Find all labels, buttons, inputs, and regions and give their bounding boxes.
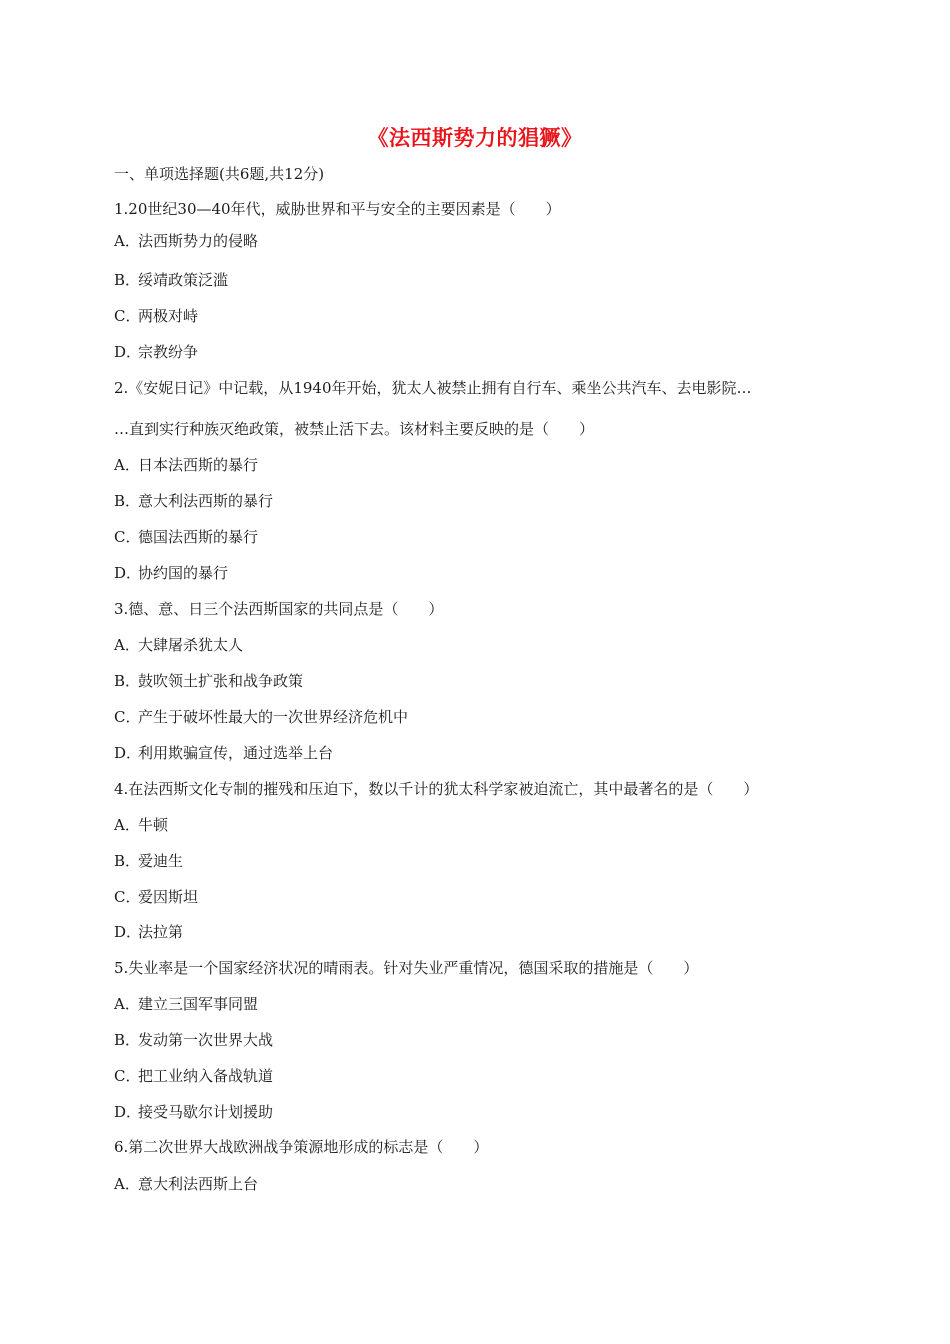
option-letter: A．	[114, 636, 140, 654]
option-letter: A．	[114, 1175, 140, 1193]
question-4-option-d[interactable]	[114, 922, 183, 942]
question-6-stem: 6.第二次世界大战欧洲战争策源地形成的标志是（ ）	[114, 1138, 489, 1156]
option-text: 法拉第	[138, 923, 184, 941]
question-2-option-c[interactable]	[114, 527, 258, 547]
document-title: 《法西斯势力的猖獗》	[367, 125, 583, 150]
option-text: 发动第一次世界大战	[138, 1031, 274, 1049]
option-letter: B．	[114, 852, 141, 870]
option-letter: A．	[114, 456, 140, 474]
option-text: 爱因斯坦	[138, 888, 199, 906]
option-text: 利用欺骗宣传，通过选举上台	[138, 744, 334, 762]
option-text: 建立三国军事同盟	[138, 995, 259, 1013]
question-1-option-c[interactable]	[114, 306, 198, 326]
option-text: 日本法西斯的暴行	[138, 456, 259, 474]
option-letter: C．	[114, 528, 141, 546]
question-6-option-a[interactable]	[114, 1174, 258, 1194]
option-text: 协约国的暴行	[138, 564, 229, 582]
option-letter: B．	[114, 271, 141, 289]
question-2-option-d[interactable]	[114, 563, 228, 583]
question-4-stem: 4.在法西斯文化专制的摧残和压迫下，数以千计的犹太科学家被迫流亡，其中最著名的是（ ）	[114, 780, 759, 798]
question-3-option-d[interactable]	[114, 743, 333, 763]
question-3-option-c[interactable]	[114, 707, 408, 727]
option-text: 意大利法西斯上台	[138, 1175, 259, 1193]
option-text: 产生于破坏性最大的一次世界经济危机中	[138, 708, 409, 726]
option-text: 意大利法西斯的暴行	[138, 492, 274, 510]
question-5-stem: 5.失业率是一个国家经济状况的晴雨表。针对失业严重情况，德国采取的措施是（ ）	[114, 959, 699, 977]
question-4-option-a[interactable]	[114, 815, 168, 835]
option-letter: B．	[114, 1031, 141, 1049]
question-2-option-b[interactable]	[114, 491, 273, 511]
option-letter: B．	[114, 492, 141, 510]
question-1-stem: 1.20世纪30—40年代，威胁世界和平与安全的主要因素是（ ）	[114, 200, 561, 218]
option-text: 鼓吹领土扩张和战争政策	[138, 672, 304, 690]
option-letter: C．	[114, 1067, 141, 1085]
option-text: 接受马歇尔计划援助	[138, 1103, 274, 1121]
question-5-option-b[interactable]	[114, 1030, 273, 1050]
option-letter: D．	[114, 564, 142, 582]
option-letter: A．	[114, 995, 140, 1013]
option-text: 绥靖政策泛滥	[138, 271, 229, 289]
question-1-option-a[interactable]	[114, 231, 258, 251]
option-text: 牛顿	[138, 816, 169, 834]
question-5-option-c[interactable]	[114, 1066, 273, 1086]
option-letter: B．	[114, 672, 141, 690]
option-text: 宗教纷争	[138, 343, 199, 361]
question-2-stem: 2.《安妮日记》中记载，从1940年开始，犹太人被禁止拥有自行车、乘坐公共汽车、去电影院…	[114, 379, 752, 397]
question-5-option-a[interactable]	[114, 994, 258, 1014]
option-letter: C．	[114, 888, 141, 906]
question-3-stem: 3.德、意、日三个法西斯国家的共同点是（ ）	[114, 600, 444, 618]
question-2-option-a[interactable]	[114, 455, 258, 475]
option-letter: D．	[114, 1103, 142, 1121]
option-letter: A．	[114, 232, 140, 250]
option-letter: C．	[114, 708, 141, 726]
question-3-option-a[interactable]	[114, 635, 243, 655]
option-letter: A．	[114, 816, 140, 834]
option-text: 大肆屠杀犹太人	[138, 636, 244, 654]
question-3-option-b[interactable]	[114, 671, 303, 691]
option-letter: D．	[114, 923, 142, 941]
question-4-option-b[interactable]	[114, 851, 183, 871]
option-text: 把工业纳入备战轨道	[138, 1067, 274, 1085]
question-1-option-b[interactable]	[114, 270, 228, 290]
option-letter: D．	[114, 744, 142, 762]
question-1-option-d[interactable]	[114, 342, 198, 362]
option-text: 两极对峙	[138, 307, 199, 325]
section-heading: 一、单项选择题(共6题,共12分)	[114, 165, 325, 183]
question-2-stem-continued: …直到实行种族灭绝政策，被禁止活下去。该材料主要反映的是（ ）	[114, 420, 595, 438]
option-letter: D．	[114, 343, 142, 361]
question-5-option-d[interactable]	[114, 1102, 273, 1122]
option-text: 爱迪生	[138, 852, 184, 870]
question-4-option-c[interactable]	[114, 887, 198, 907]
option-text: 法西斯势力的侵略	[138, 232, 259, 250]
option-text: 德国法西斯的暴行	[138, 528, 259, 546]
option-letter: C．	[114, 307, 141, 325]
